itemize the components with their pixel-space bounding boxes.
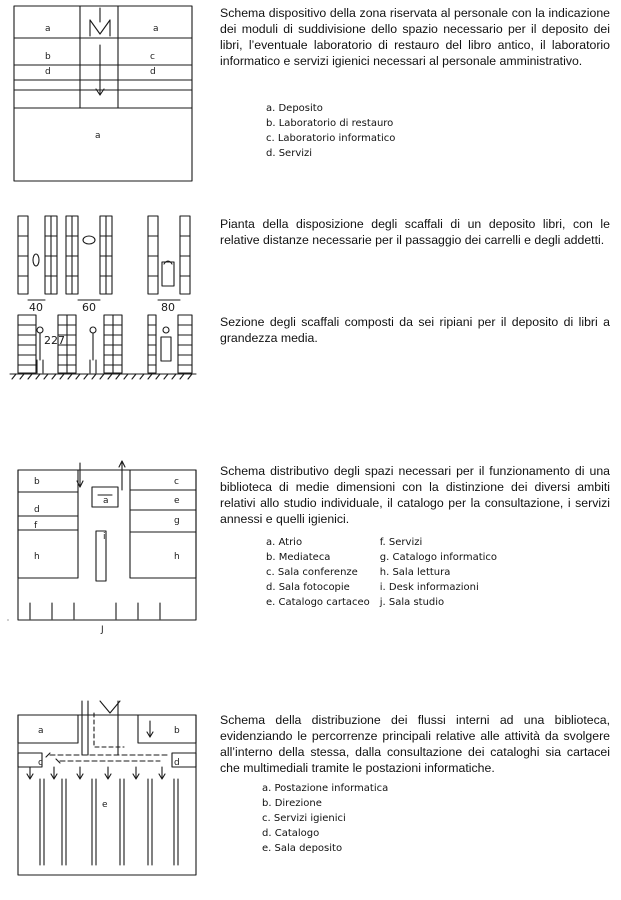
section-2-plan-description: Pianta della disposizione degli scaffali di un deposito libri, con le relative distanze necessarie per il passaggio dei carrelli e degli addetti.: [220, 217, 610, 247]
sketch-label-b: b: [34, 477, 40, 487]
trolley-icon: [162, 262, 174, 286]
legend-item: b. Mediateca: [266, 552, 331, 563]
legend-item: f. Servizi: [379, 537, 423, 548]
legend-item: b. Laboratorio di restauro: [266, 118, 394, 129]
sketch-label-a: a: [38, 726, 44, 736]
person-icon: [90, 327, 96, 333]
sketch-label-h-1: h: [34, 552, 40, 562]
sketch-label-a: a: [103, 496, 109, 506]
sketch-label-d-1: d: [45, 67, 51, 77]
person-icon: [37, 327, 43, 333]
sketch-label-f: f: [34, 521, 38, 531]
legend-item: g. Catalogo informatico: [379, 552, 498, 563]
legend-item: a. Atrio: [266, 537, 303, 548]
sketch-label-j: J: [101, 625, 104, 635]
dimension-227: 227: [44, 334, 65, 347]
sketch-label-a-3: a: [95, 131, 101, 141]
legend-item: h. Sala lettura: [379, 567, 451, 578]
sketch-label-d: d: [174, 758, 180, 768]
legend-item: c. Servizi igienici: [262, 813, 346, 824]
legend-item: e. Catalogo cartaceo: [266, 597, 370, 608]
legend-item: b. Direzione: [262, 798, 322, 809]
storage-shelves: [40, 779, 178, 865]
legend-item: j. Sala studio: [379, 597, 445, 608]
sketch-label-c: c: [38, 758, 43, 768]
section-1-legend: [266, 101, 395, 161]
library-distribution-scheme: [0, 455, 210, 645]
legend-item: a. Deposito: [266, 103, 323, 114]
legend-column-left: [266, 535, 370, 610]
sketch-label-c: c: [150, 52, 155, 62]
shelving-plan-and-section: [0, 210, 210, 385]
legend-item: e. Sala deposito: [262, 843, 343, 854]
legend-column-right: [380, 535, 497, 610]
sketch-label-i: i: [103, 532, 106, 542]
legend-item: a. Postazione informatica: [262, 783, 389, 794]
dimension-60: 60: [82, 301, 96, 314]
sketch-label-h-2: h: [174, 552, 180, 562]
legend-item: d. Sala fotocopie: [266, 582, 350, 593]
section-3-description: Schema distributivo degli spazi necessari per il funzionamento di una biblioteca di medie dimensioni con la distinzione dei diversi ambiti relativi allo studio individuale, il catalogo per la consultazione, i servizi annessi e quelli igienici.: [220, 464, 610, 526]
legend-item: c. Sala conferenze: [266, 567, 358, 578]
sketch-label-b: b: [174, 726, 180, 736]
sketch-label-e: e: [174, 496, 180, 506]
section-3-legend: [266, 535, 497, 610]
staff-area-scheme: [0, 0, 210, 190]
flow-path-dashed: [94, 713, 124, 747]
dimension-80: 80: [161, 301, 175, 314]
sketch-label-d-2: d: [150, 67, 156, 77]
section-1-description: Schema dispositivo della zona riservata al personale con la indicazione dei moduli di suddivisione dello spazio necessario per il deposito dei libri, l’eventuale laboratorio di restauro del libro antico, il laboratorio informatico e servizi igienici necessari al personale amministrativo.: [220, 6, 610, 68]
shelf-stack-plan: [18, 216, 190, 294]
section-2-section-description: Sezione degli scaffali composti da sei ripiani per il deposito di libri a grandezza media.: [220, 315, 610, 345]
dimension-40: 40: [29, 301, 43, 314]
library-flow-scheme: [0, 695, 210, 885]
person-icon: [163, 327, 169, 333]
staff-area-outline: [14, 6, 192, 181]
person-plan-icon: [83, 236, 95, 244]
section-4-legend: [262, 781, 388, 856]
person-plan-icon: [33, 254, 39, 266]
legend-item: c. Laboratorio informatico: [266, 133, 396, 144]
trolley-icon: [161, 337, 171, 361]
sketch-label-a-2: a: [153, 24, 159, 34]
legend-item: i. Desk informazioni: [379, 582, 479, 593]
sketch-label-e: e: [102, 800, 108, 810]
sketch-label-a-1: a: [45, 24, 51, 34]
sketch-label-g: g: [174, 516, 180, 526]
sketch-label-c: c: [174, 477, 179, 487]
legend-item: d. Catalogo: [262, 828, 320, 839]
library-flow-outline: [18, 715, 196, 875]
section-4-description: Schema della distribuzione dei flussi interni ad una biblioteca, evidenziando le percorrenze principali relative alle attività da svolgere all’interno della stessa, dalla consultazione dei cataloghi sia cartacei che multimediali tramite le postazioni informatiche.: [220, 713, 610, 775]
sketch-label-d: d: [34, 505, 40, 515]
sketch-label-b: b: [45, 52, 51, 62]
legend-item: d. Servizi: [266, 148, 313, 159]
